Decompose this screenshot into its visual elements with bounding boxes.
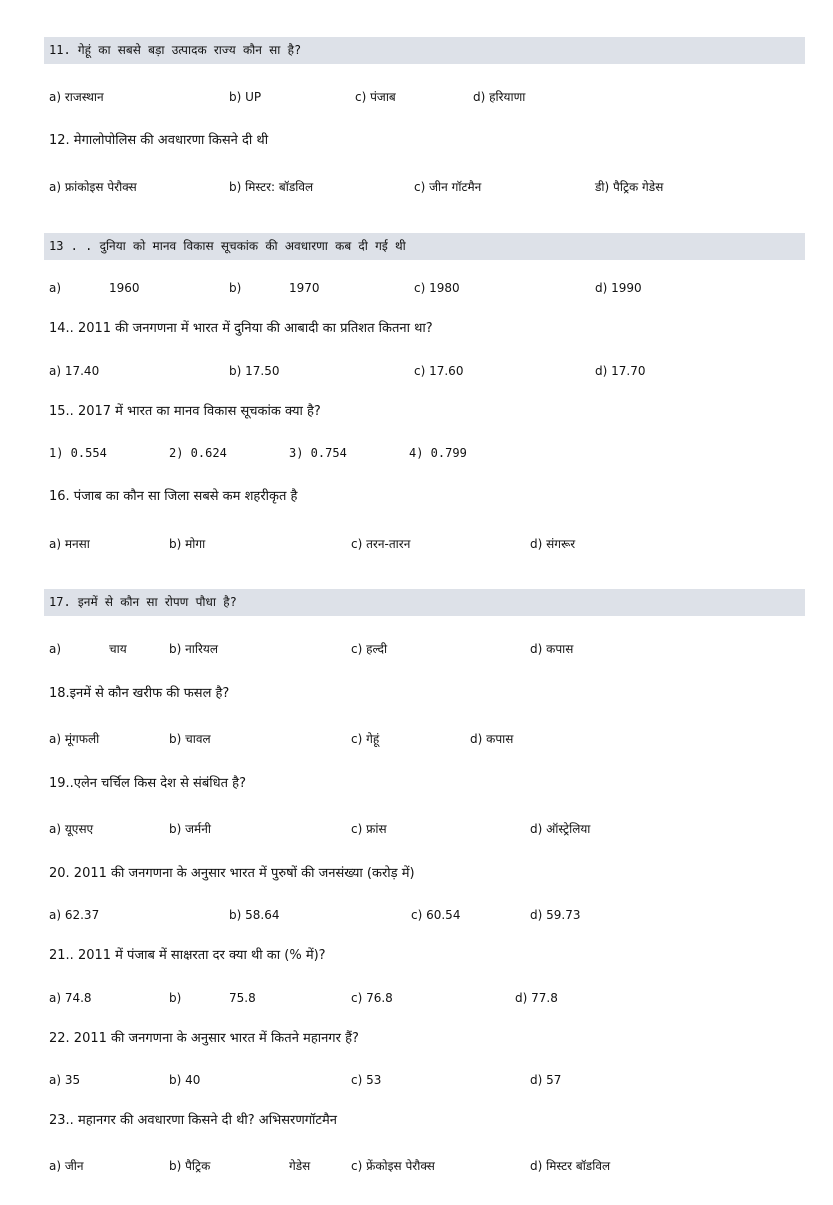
option: d) 17.70 xyxy=(595,364,646,378)
option: b) UP xyxy=(229,90,262,104)
option: c) जीन गॉटमैन xyxy=(414,180,482,194)
option: c) फ्रांस xyxy=(351,822,387,836)
option: d) 77.8 xyxy=(515,991,558,1005)
option: 1960 xyxy=(109,281,140,295)
option: b) 58.64 xyxy=(229,908,280,922)
option: a) 74.8 xyxy=(49,991,92,1005)
option: b) xyxy=(169,991,182,1005)
option: b) पैट्रिक xyxy=(169,1159,211,1173)
option: a) मूंगफली xyxy=(49,732,100,746)
option: a) यूएसए xyxy=(49,822,94,836)
option: a) मनसा xyxy=(49,537,90,551)
option: d) 1990 xyxy=(595,281,642,295)
option: d) कपास xyxy=(530,642,574,656)
option: c) 17.60 xyxy=(414,364,464,378)
option: गेडेस xyxy=(289,1159,311,1173)
option: d) संगरूर xyxy=(530,537,576,551)
option: b) 40 xyxy=(169,1073,201,1087)
option: b) 17.50 xyxy=(229,364,280,378)
option: a) जीन xyxy=(49,1159,84,1173)
option: 2) 0.624 xyxy=(169,446,227,460)
option: b) मोगा xyxy=(169,537,206,551)
option: 4) 0.799 xyxy=(409,446,467,460)
option: a) 35 xyxy=(49,1073,81,1087)
option: d) ऑस्ट्रेलिया xyxy=(530,822,591,836)
option: 1) 0.554 xyxy=(49,446,107,460)
option: चाय xyxy=(109,642,127,656)
option: 75.8 xyxy=(229,991,256,1005)
question-12: 12. मेगालोपोलिस की अवधारणा किसने दी थी xyxy=(49,133,269,148)
question-21: 21.. 2011 में पंजाब में साक्षरता दर क्या थी का (% में)? xyxy=(49,948,326,963)
option: 3) 0.754 xyxy=(289,446,347,460)
question-19: 19..एलेन चर्चिल किस देश से संबंधित है? xyxy=(49,776,246,791)
option: डी) पैट्रिक गेडेस xyxy=(595,180,664,194)
option: c) 1980 xyxy=(414,281,460,295)
option: c) 76.8 xyxy=(351,991,393,1005)
question-18: 18.इनमें से कौन खरीफ की फसल है? xyxy=(49,686,230,701)
question-22: 22. 2011 की जनगणना के अनुसार भारत में कितने महानगर हैं? xyxy=(49,1031,359,1046)
option: c) 53 xyxy=(351,1073,382,1087)
question-17: 17. इनमें से कौन सा रोपण पौधा है? xyxy=(49,595,237,609)
question-16: 16. पंजाब का कौन सा जिला सबसे कम शहरीकृत है xyxy=(49,489,298,504)
option: b) मिस्टर: बॉडविल xyxy=(229,180,314,194)
question-23: 23.. महानगर की अवधारणा किसने दी थी? अभिसरणगॉटमैन xyxy=(49,1113,337,1128)
question-15: 15.. 2017 में भारत का मानव विकास सूचकांक क्या है? xyxy=(49,404,321,419)
option: a) 62.37 xyxy=(49,908,100,922)
option: d) कपास xyxy=(470,732,514,746)
option: 1970 xyxy=(289,281,320,295)
option: b) जर्मनी xyxy=(169,822,211,836)
option: c) तरन-तारन xyxy=(351,537,411,551)
option: d) 57 xyxy=(530,1073,562,1087)
option: a) xyxy=(49,642,62,656)
question-14: 14.. 2011 की जनगणना में भारत में दुनिया की आबादी का प्रतिशत कितना था? xyxy=(49,321,433,336)
question-11: 11. गेहूं का सबसे बड़ा उत्पादक राज्य कौन सा है? xyxy=(49,43,302,57)
option: b) चावल xyxy=(169,732,211,746)
option: a) राजस्थान xyxy=(49,90,104,104)
option: d) 59.73 xyxy=(530,908,581,922)
option: a) फ्रांकोइस पेरौक्स xyxy=(49,180,137,194)
option: c) 60.54 xyxy=(411,908,461,922)
option: c) हल्दी xyxy=(351,642,388,656)
option: b) नारियल xyxy=(169,642,218,656)
question-13: 13 . . दुनिया को मानव विकास सूचकांक की अवधारणा कब दी गई थी xyxy=(49,239,406,253)
question-20: 20. 2011 की जनगणना के अनुसार भारत में पुरुषों की जनसंख्या (करोड़ में) xyxy=(49,866,415,881)
option: c) गेहूं xyxy=(351,732,380,746)
option: c) फ्रेंकोइस पेरौक्स xyxy=(351,1159,435,1173)
option: a) 17.40 xyxy=(49,364,100,378)
option: b) xyxy=(229,281,242,295)
option: d) मिस्टर बॉडविल xyxy=(530,1159,611,1173)
option: d) हरियाणा xyxy=(473,90,526,104)
option: c) पंजाब xyxy=(355,90,396,104)
option: a) xyxy=(49,281,62,295)
